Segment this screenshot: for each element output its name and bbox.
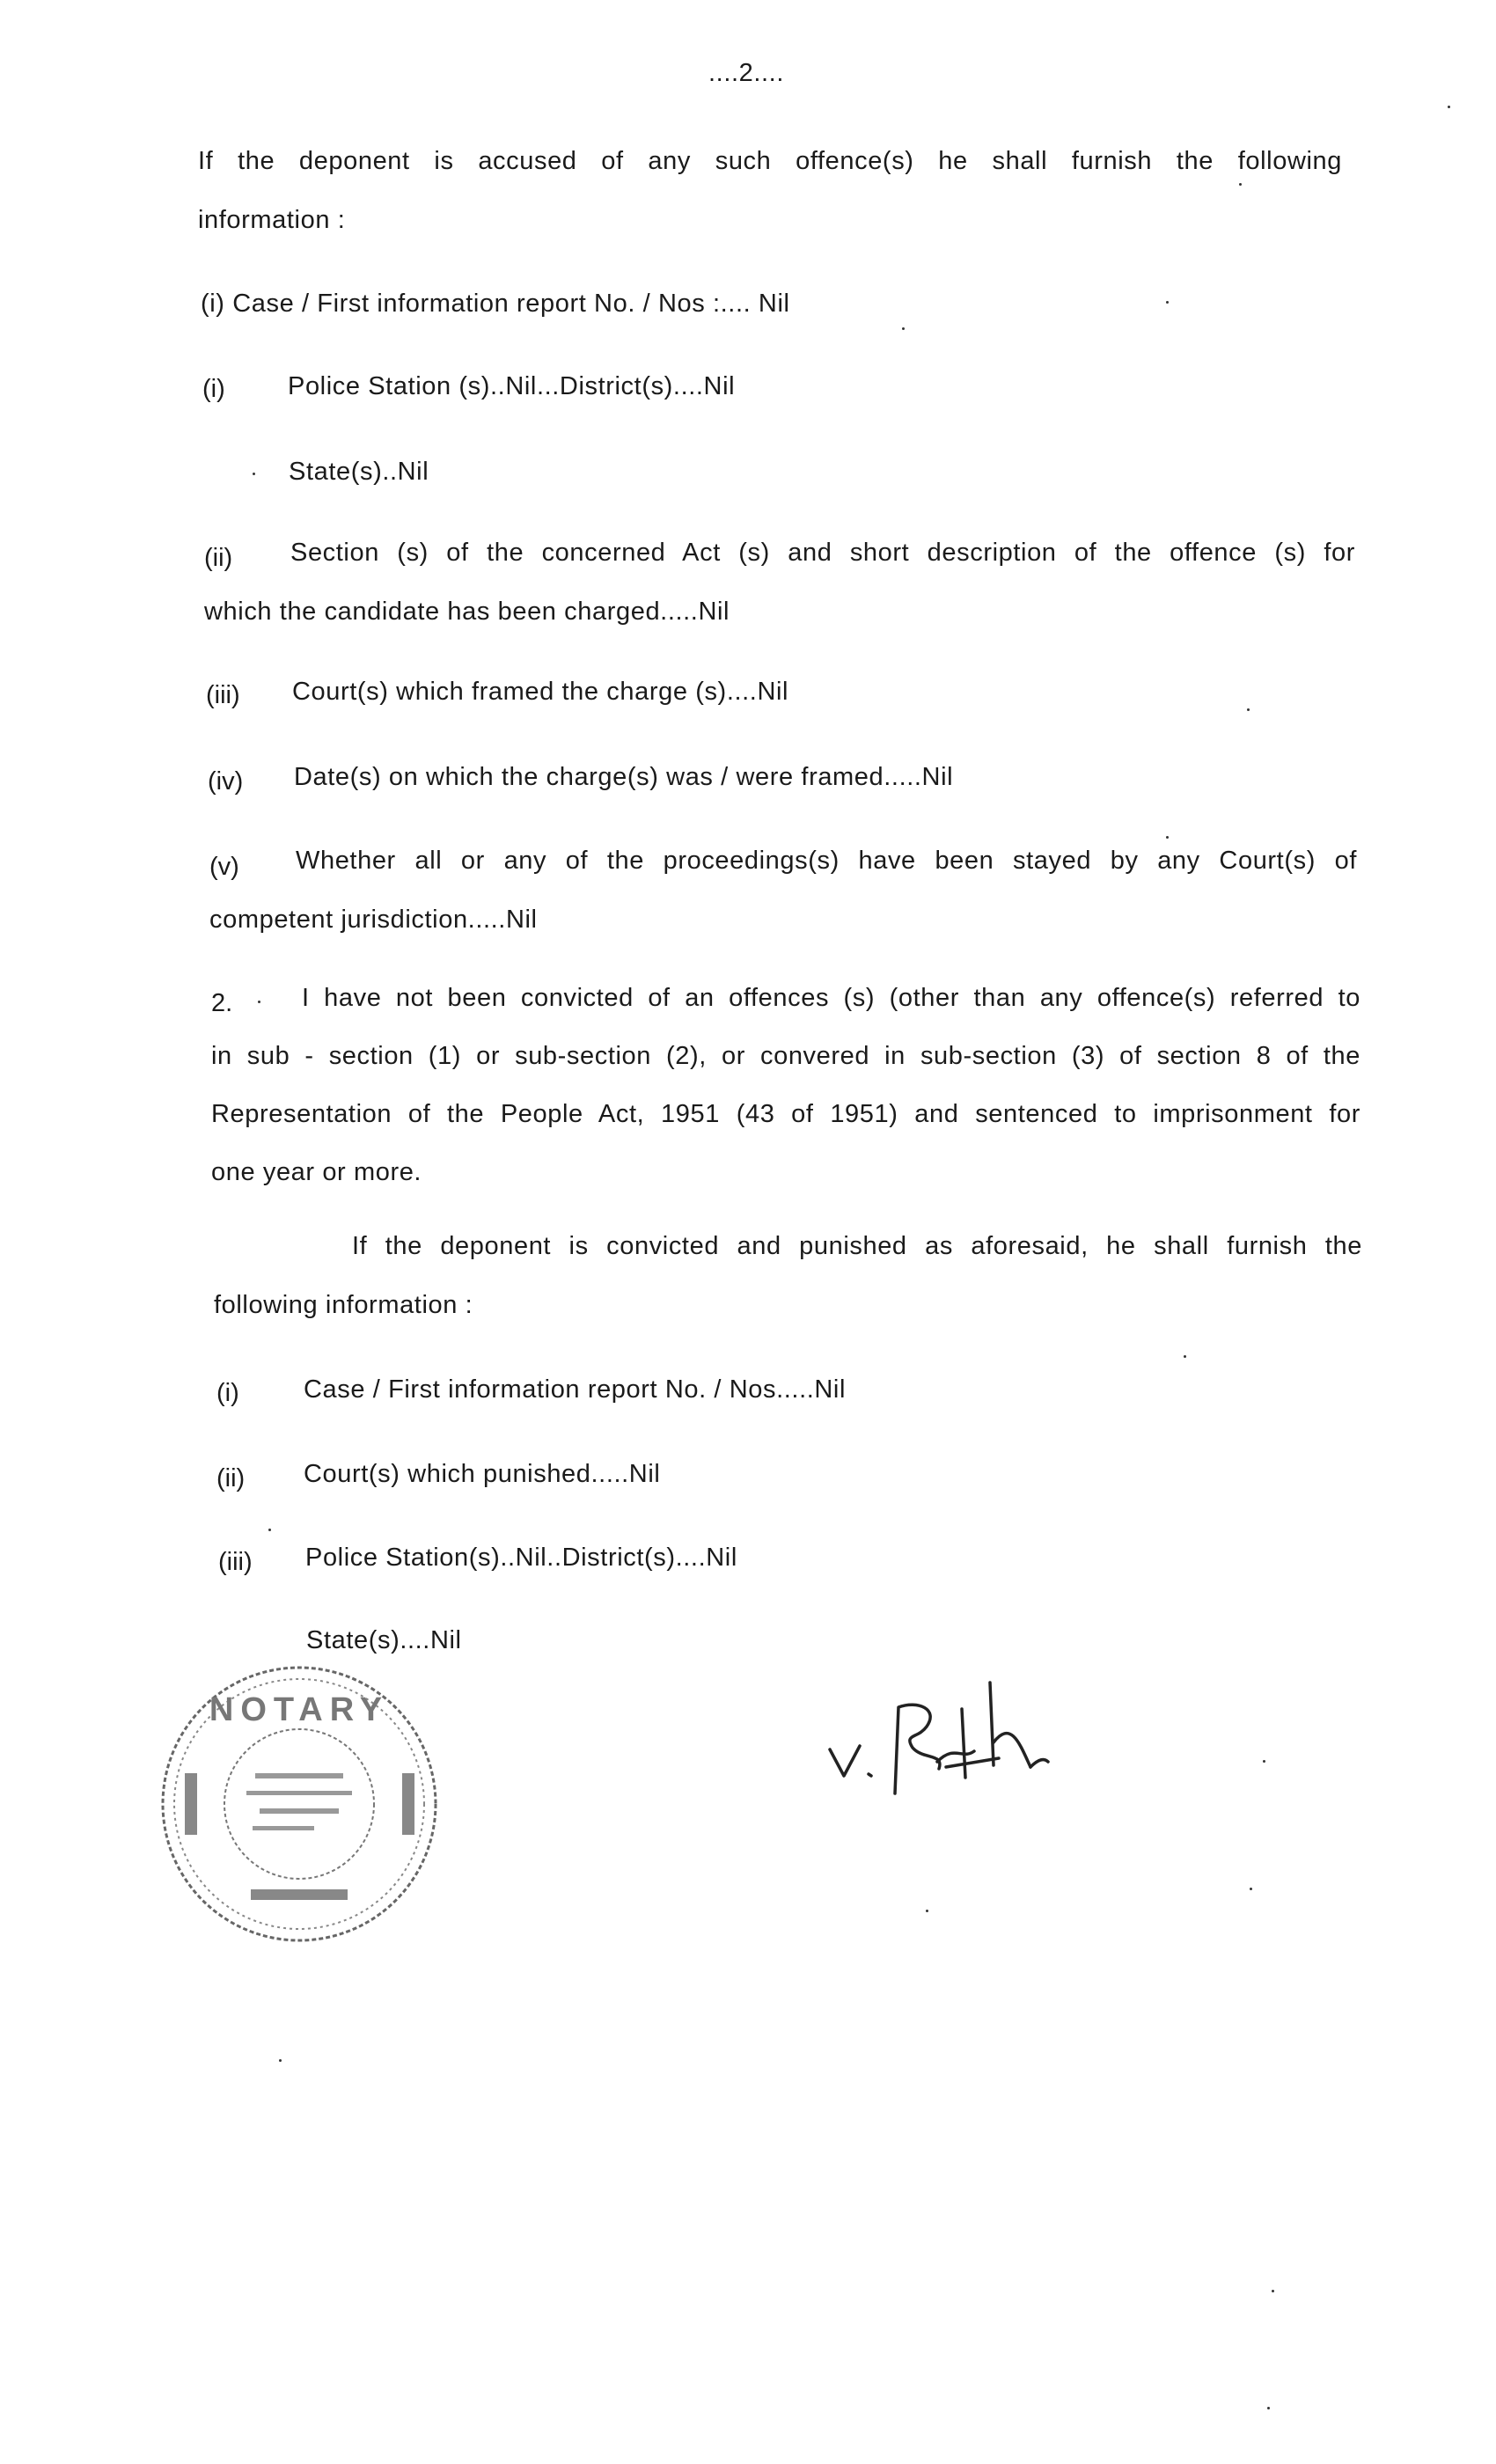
notary-seal-stamp	[154, 1659, 444, 1949]
scan-speck	[926, 1910, 928, 1912]
scan-speck	[1184, 1355, 1186, 1358]
conviction-line-1: I have not been convicted of an offences (s) (other than any offence(s) referred to	[302, 984, 1360, 1012]
convicted-case-num: (i)	[216, 1379, 239, 1407]
accused-date: Date(s) on which the charge(s) was / were framed.....Nil	[294, 763, 954, 791]
convicted-state: State(s)....Nil	[306, 1626, 462, 1654]
scan-speck	[1166, 301, 1169, 304]
scan-speck	[1272, 2290, 1274, 2292]
conviction-num: 2.	[211, 989, 233, 1017]
accused-sections-num: (ii)	[204, 544, 233, 572]
convicted-intro-line-1: If the deponent is convicted and punished as aforesaid, he shall furnish the	[352, 1232, 1362, 1260]
accused-court-num: (iii)	[206, 681, 240, 709]
accused-stayed-line-1: Whether all or any of the proceedings(s) have been stayed by any Court(s) of	[296, 847, 1357, 875]
accused-police-station: Police Station (s)..Nil...District(s)....Nil	[288, 372, 736, 400]
conviction-line-4: one year or more.	[211, 1158, 422, 1186]
scan-speck	[902, 327, 905, 330]
scan-speck	[1166, 836, 1169, 839]
convicted-police-num: (iii)	[218, 1548, 253, 1576]
accused-sections-line-1: Section (s) of the concerned Act (s) and short description of the offence (s) for	[290, 539, 1355, 567]
convicted-police-station: Police Station(s)..Nil..District(s)....Nil	[305, 1544, 737, 1572]
scan-speck	[1239, 183, 1242, 186]
signature	[814, 1663, 1096, 1830]
svg-text:NOTARY: NOTARY	[209, 1691, 390, 1728]
intro-line-1: If the deponent is accused of any such offence(s) he shall furnish the following	[198, 147, 1342, 175]
accused-stayed-line-2: competent jurisdiction.....Nil	[209, 906, 538, 934]
scan-speck	[1250, 1888, 1252, 1890]
scan-speck	[1448, 106, 1450, 108]
convicted-case-fir: Case / First information report No. / Nos.....Nil	[304, 1375, 847, 1404]
scan-speck	[1247, 708, 1250, 711]
accused-case-fir: (i) Case / First information report No. / Nos :.... Nil	[201, 290, 790, 318]
scan-speck	[1267, 2407, 1270, 2409]
accused-court: Court(s) which framed the charge (s)....Nil	[292, 678, 789, 706]
conviction-line-3: Representation of the People Act, 1951 (43 of 1951) and sentenced to imprisonment for	[211, 1100, 1360, 1128]
scan-speck	[268, 1529, 271, 1531]
accused-stayed-num: (v)	[209, 853, 239, 881]
scan-speck	[279, 2059, 282, 2062]
accused-state: State(s)..Nil	[289, 458, 429, 486]
page-number: ....2....	[708, 59, 784, 87]
scan-speck	[253, 473, 255, 475]
scan-speck	[258, 1001, 260, 1003]
conviction-line-2: in sub - section (1) or sub-section (2), or convered in sub-section (3) of section 8 of the	[211, 1042, 1360, 1070]
intro-line-2: information :	[198, 206, 346, 234]
convicted-intro-line-2: following information :	[214, 1291, 473, 1319]
convicted-court: Court(s) which punished.....Nil	[304, 1460, 661, 1488]
scan-speck	[1263, 1760, 1265, 1763]
accused-police-num: (i)	[202, 375, 225, 403]
accused-date-num: (iv)	[208, 767, 244, 796]
accused-sections-line-2: which the candidate has been charged.....Nil	[204, 598, 730, 626]
convicted-court-num: (ii)	[216, 1464, 246, 1492]
